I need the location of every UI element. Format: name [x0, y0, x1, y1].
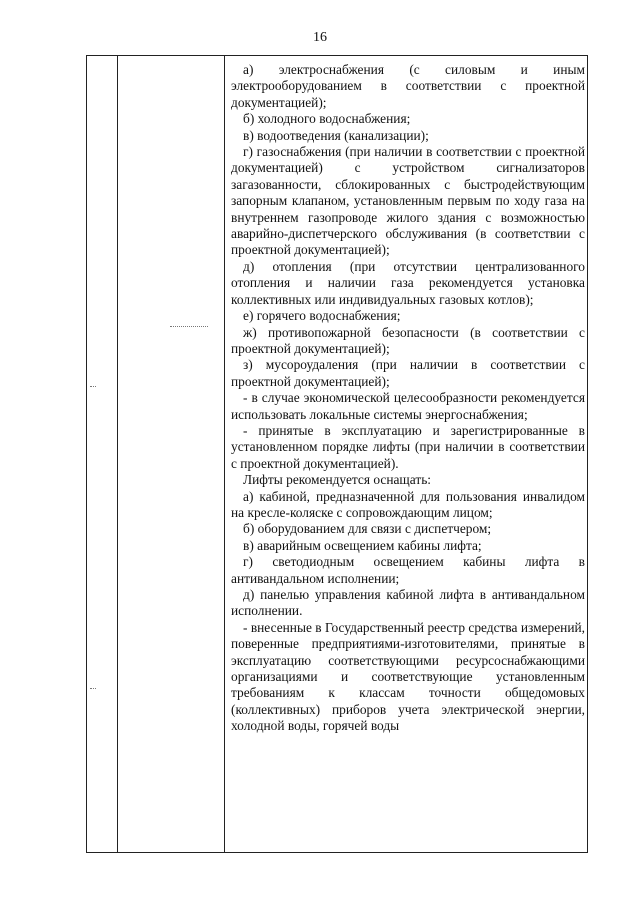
paragraph: з) мусороудаления (при наличии в соответствии с проектной документацией); — [231, 357, 585, 389]
paragraph: е) горячего водоснабжения; — [243, 308, 401, 324]
scan-mark — [90, 688, 96, 689]
paragraph: - в случае экономической целесообразности рекомендуется использовать локальные системы энергоснабжения; — [231, 390, 585, 422]
requirements-cell — [231, 62, 585, 735]
paragraph: в) аварийным освещением кабины лифта; — [243, 537, 482, 553]
paragraph: д) отопления (при отсутствии централизованного отопления и наличии газа рекомендуется установка коллективных или индивидуальных газовых котлов); — [231, 258, 585, 307]
paragraph: а) электроснабжения (с силовым и иным электрооборудованием в соответствии с проектной документацией); — [231, 62, 585, 110]
column-divider — [117, 56, 118, 852]
paragraph: г) светодиодным освещением кабины лифта в антивандальном исполнении; — [231, 554, 585, 586]
scan-mark — [90, 386, 96, 387]
paragraph: д) панелью управления кабиной лифта в антивандальном исполнении. — [231, 587, 585, 619]
paragraph: а) кабиной, предназначенной для пользования инвалидом на кресле-коляске с сопровождающим лицом; — [231, 488, 585, 520]
document-table — [86, 55, 588, 853]
paragraph: г) газоснабжения (при наличии в соответствии с проектной документацией) с устройством сигнализаторов загазованности, сблокированных с быстродействующим запорным клапаном, установленным первым по ходу газа на внутреннем газопроводе жилого здания с возможностью аварийно-диспетчерского обслуживания (в соответствии с проектной документацией); — [231, 144, 585, 258]
paragraph: в) водоотведения (канализации); — [243, 127, 429, 143]
paragraph: - внесенные в Государственный реестр средства измерений, поверенные предприятиями-изготовителями, принятые в эксплуатацию соответствующими ресурсоснабжающими организациями и соответствующие установленным требованиям к классам точности общедомовых (коллективных) приборов учета электрической энергии, холодной воды, горячей воды — [231, 619, 585, 734]
paragraph: б) оборудованием для связи с диспетчером; — [243, 521, 492, 537]
column-divider — [224, 56, 225, 852]
paragraph: б) холодного водоснабжения; — [243, 111, 411, 127]
paragraph: Лифты рекомендуется оснащать: — [243, 472, 432, 488]
paragraph: ж) противопожарной безопасности (в соответствии с проектной документацией); — [231, 324, 585, 356]
paragraph: - принятые в эксплуатацию и зарегистрированные в установленном порядке лифты (при наличии в соответствии с проектной документацией). — [231, 422, 585, 471]
scan-mark — [170, 326, 208, 327]
page-number: 16 — [313, 30, 327, 45]
